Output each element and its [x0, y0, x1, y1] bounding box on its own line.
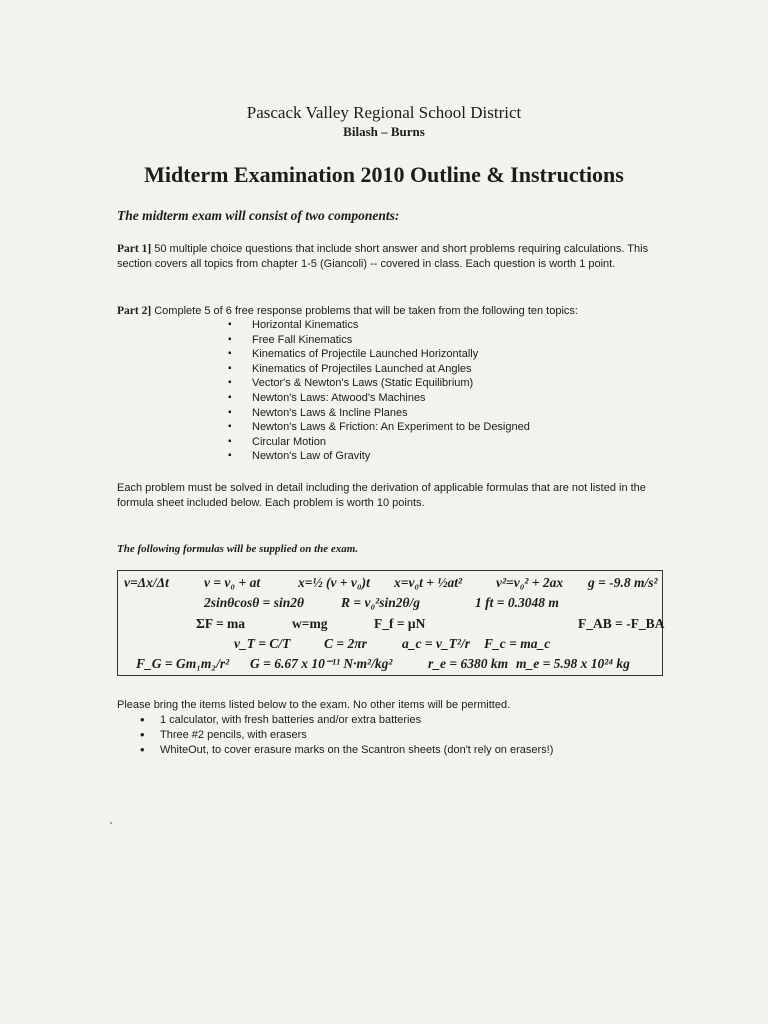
- part2-text: Complete 5 of 6 free response problems that will be taken from the following ten topics:: [154, 305, 578, 317]
- formula: x=v₀t + ½at²: [394, 575, 463, 590]
- district-name: Pascack Valley Regional School District: [246, 103, 522, 122]
- list-item: ▪ Newton's Laws: Atwood's Machines: [228, 391, 530, 406]
- formula: F_AB = -F_BA: [578, 616, 665, 631]
- formula: v_T = C/T: [234, 636, 291, 651]
- list-item: • Three #2 pencils, with erasers: [140, 728, 553, 743]
- part2-paragraph: [117, 304, 657, 319]
- part1-paragraph: [117, 242, 657, 272]
- page-title: Midterm Examination 2010 Outline & Instructions: [144, 162, 624, 187]
- part1-text: 50 multiple choice questions that include short answer and short problems requiring calculations. This section covers all topics from chapter 1-5 (Giancoli) -- covered in class. Each question is worth 1 point.: [117, 243, 649, 270]
- exam-subtitle: The midterm exam will consist of two components:: [117, 208, 400, 223]
- problem-instructions: Each problem must be solved in detail including the derivation of applicable formulas that are not listed in the formula sheet included below. Each problem is worth 10 points.: [117, 482, 646, 509]
- formula: r_e = 6380 km: [428, 656, 509, 671]
- list-item: ▪ Horizontal Kinematics: [228, 318, 530, 333]
- list-item: ▪ Newton's Law of Gravity: [228, 449, 530, 464]
- formula: 2sinθcosθ = sin2θ: [204, 595, 304, 610]
- list-item: ▪ Newton's Laws & Incline Planes: [228, 406, 530, 421]
- formula: ΣF = ma: [196, 616, 246, 631]
- list-item: ▪ Free Fall Kinematics: [228, 333, 530, 348]
- formula: v=Δx/Δt: [124, 575, 169, 590]
- items-list: [140, 713, 553, 758]
- formula: v²=v₀² + 2ax: [496, 575, 564, 590]
- formula: F_f = μN: [374, 616, 426, 631]
- list-item: • 1 calculator, with fresh batteries and/or extra batteries: [140, 713, 553, 728]
- formula: F_c = ma_c: [484, 636, 551, 651]
- list-item: ▪ Newton's Laws & Friction: An Experiment to be Designed: [228, 420, 530, 435]
- list-item: ▪ Kinematics of Projectiles Launched at Angles: [228, 362, 530, 377]
- formula: R = v₀²sin2θ/g: [341, 595, 420, 610]
- formula: m_e = 5.98 x 10²⁴ kg: [516, 656, 630, 671]
- list-item: ▪ Vector's & Newton's Laws (Static Equilibrium): [228, 376, 530, 391]
- list-item: • WhiteOut, to cover erasure marks on the Scantron sheets (don't rely on erasers!): [140, 743, 553, 758]
- formula: a_c = v_T²/r: [402, 636, 470, 651]
- formula-sheet: [117, 570, 663, 676]
- scan-speck: [110, 822, 112, 824]
- list-item: ▪ Kinematics of Projectile Launched Horizontally: [228, 347, 530, 362]
- topic-list: [228, 318, 530, 464]
- list-item: ▪ Circular Motion: [228, 435, 530, 450]
- formula: x=½ (v + v₀)t: [298, 575, 370, 590]
- part1-label: Part 1]: [117, 243, 152, 255]
- formula: G = 6.67 x 10⁻¹¹ N·m²/kg²: [250, 656, 393, 671]
- formula: C = 2πr: [324, 636, 367, 651]
- formulas-heading: The following formulas will be supplied on the exam.: [117, 543, 359, 555]
- author-names: Bilash – Burns: [343, 124, 425, 139]
- formula: w=mg: [292, 616, 328, 631]
- part2-label: Part 2]: [117, 305, 152, 317]
- formula: g = -9.8 m/s²: [588, 575, 658, 590]
- formula: 1 ft = 0.3048 m: [475, 595, 559, 610]
- formula: F_G = Gm₁m₂/r²: [136, 656, 230, 671]
- formula: v = v₀ + at: [204, 575, 261, 590]
- bring-instructions: Please bring the items listed below to the exam. No other items will be permitted.: [117, 699, 511, 711]
